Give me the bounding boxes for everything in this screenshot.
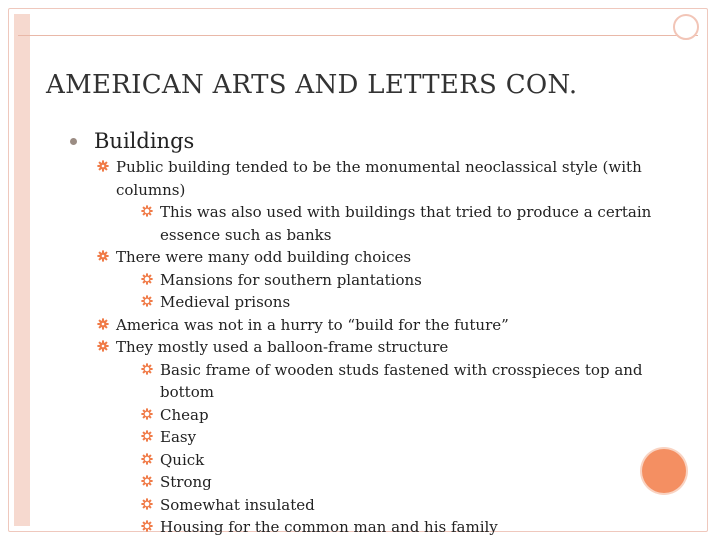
top-rule [18, 35, 698, 36]
list-item-text: They mostly used a balloon-frame structure [116, 338, 449, 356]
sub-list-item [138, 516, 662, 539]
list-item [94, 336, 662, 539]
list-item-text: Public building tended to be the monumental neoclassical style (with columns) [116, 158, 642, 199]
sub-list-item [138, 449, 662, 472]
sub-list-item-text: Medieval prisons [160, 293, 291, 311]
sub-list-item [138, 471, 662, 494]
sub-list-item [138, 201, 662, 246]
list-item-buildings [62, 128, 662, 539]
sub-list-item-text: Housing for the common man and his family [160, 518, 498, 536]
dot-bullet-icon [70, 138, 77, 145]
list-item-text: There were many odd building choices [116, 248, 412, 266]
list-item [94, 156, 662, 246]
sub-list [116, 359, 662, 539]
sub-list [116, 201, 662, 246]
gear-outline-bullet-icon [141, 453, 153, 465]
sub-list-item-text: Easy [160, 428, 197, 446]
gear-outline-bullet-icon [141, 520, 153, 532]
sub-list-item-text: Strong [160, 473, 212, 491]
gear-bullet-icon [97, 318, 109, 330]
list-item [94, 246, 662, 314]
gear-outline-bullet-icon [141, 363, 153, 375]
sub-list-item [138, 291, 662, 314]
sub-list-item [138, 426, 662, 449]
list-item-text: America was not in a hurry to “build for the future” [116, 315, 509, 334]
sub-list-item-text: Quick [160, 450, 205, 469]
sub-list [116, 269, 662, 314]
sub-list-item-text: Somewhat insulated [160, 495, 315, 514]
main-list [62, 128, 662, 539]
gear-outline-bullet-icon [141, 295, 153, 307]
gear-outline-bullet-icon [141, 475, 153, 487]
gear-outline-bullet-icon [141, 498, 153, 510]
gear-bullet-icon [97, 160, 109, 172]
sub-list-item [138, 269, 662, 292]
sub-list-item-text: Cheap [160, 405, 209, 424]
gear-bullet-icon [97, 340, 109, 352]
gear-outline-bullet-icon [141, 273, 153, 285]
slide-content [62, 128, 662, 539]
sub-list-item [138, 494, 662, 517]
sub-list-item-text: This was also used with buildings that tried to produce a certain essence such as banks [160, 203, 652, 244]
slide-title: AMERICAN ARTS AND LETTERS CON. [46, 70, 578, 100]
sub-list-item [138, 359, 662, 404]
list-item [94, 314, 662, 337]
top-right-circle-ornament [673, 14, 699, 40]
sub-list-item [138, 404, 662, 427]
gear-bullet-icon [97, 250, 109, 262]
sub-list-item-text: Basic frame of wooden studs fastened with crosspieces top and bottom [160, 360, 643, 401]
gear-outline-bullet-icon [141, 205, 153, 217]
buildings-sublist [94, 156, 662, 539]
left-decorative-band [14, 14, 30, 526]
buildings-heading: Buildings [94, 129, 195, 153]
sub-list-item-text: Mansions for southern plantations [160, 270, 422, 289]
gear-outline-bullet-icon [141, 430, 153, 442]
gear-outline-bullet-icon [141, 408, 153, 420]
